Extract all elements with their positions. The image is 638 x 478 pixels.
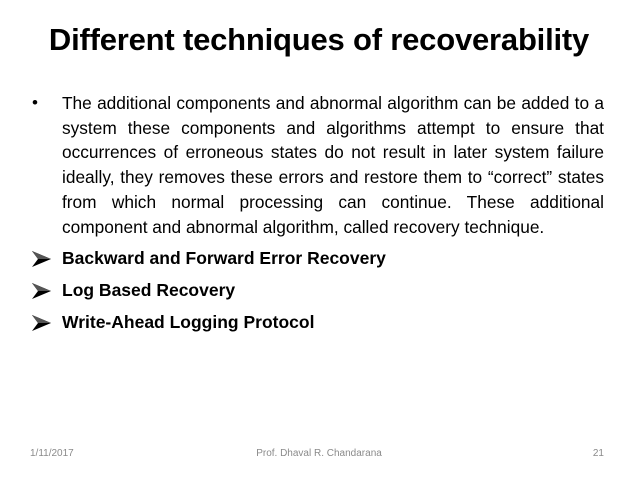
slide-content <box>32 91 604 335</box>
slide-title: Different techniques of recoverability <box>48 22 590 57</box>
footer-date: 1/11/2017 <box>30 448 74 459</box>
arrow-bullet-icon <box>32 315 51 331</box>
list-item-write-ahead-logging <box>32 310 604 335</box>
list-item-label: Write-Ahead Logging Protocol <box>62 312 315 333</box>
list-item-label: Log Based Recovery <box>62 280 236 301</box>
footer-author: Prof. Dhaval R. Chandarana <box>256 448 382 459</box>
arrow-bullet-icon <box>32 251 51 267</box>
bullet-text: The additional components and abnormal algorithm can be added to a system these components and algorithms attempt to ensure that occurrences of erroneous states do not result in later system failure ideally, they removes these errors and restore them to “correct” states from which normal processing can continue. These additional component and abnormal algorithm, called recovery technique. <box>62 93 604 237</box>
list-item-backward-forward-recovery <box>32 246 604 271</box>
arrow-bullet-icon <box>32 283 51 299</box>
list-item-label: Backward and Forward Error Recovery <box>62 248 386 269</box>
list-item-log-based-recovery <box>32 278 604 303</box>
footer-page-number: 21 <box>592 448 604 459</box>
bullet-dot: • <box>32 93 38 112</box>
bullet-paragraph <box>32 91 604 239</box>
